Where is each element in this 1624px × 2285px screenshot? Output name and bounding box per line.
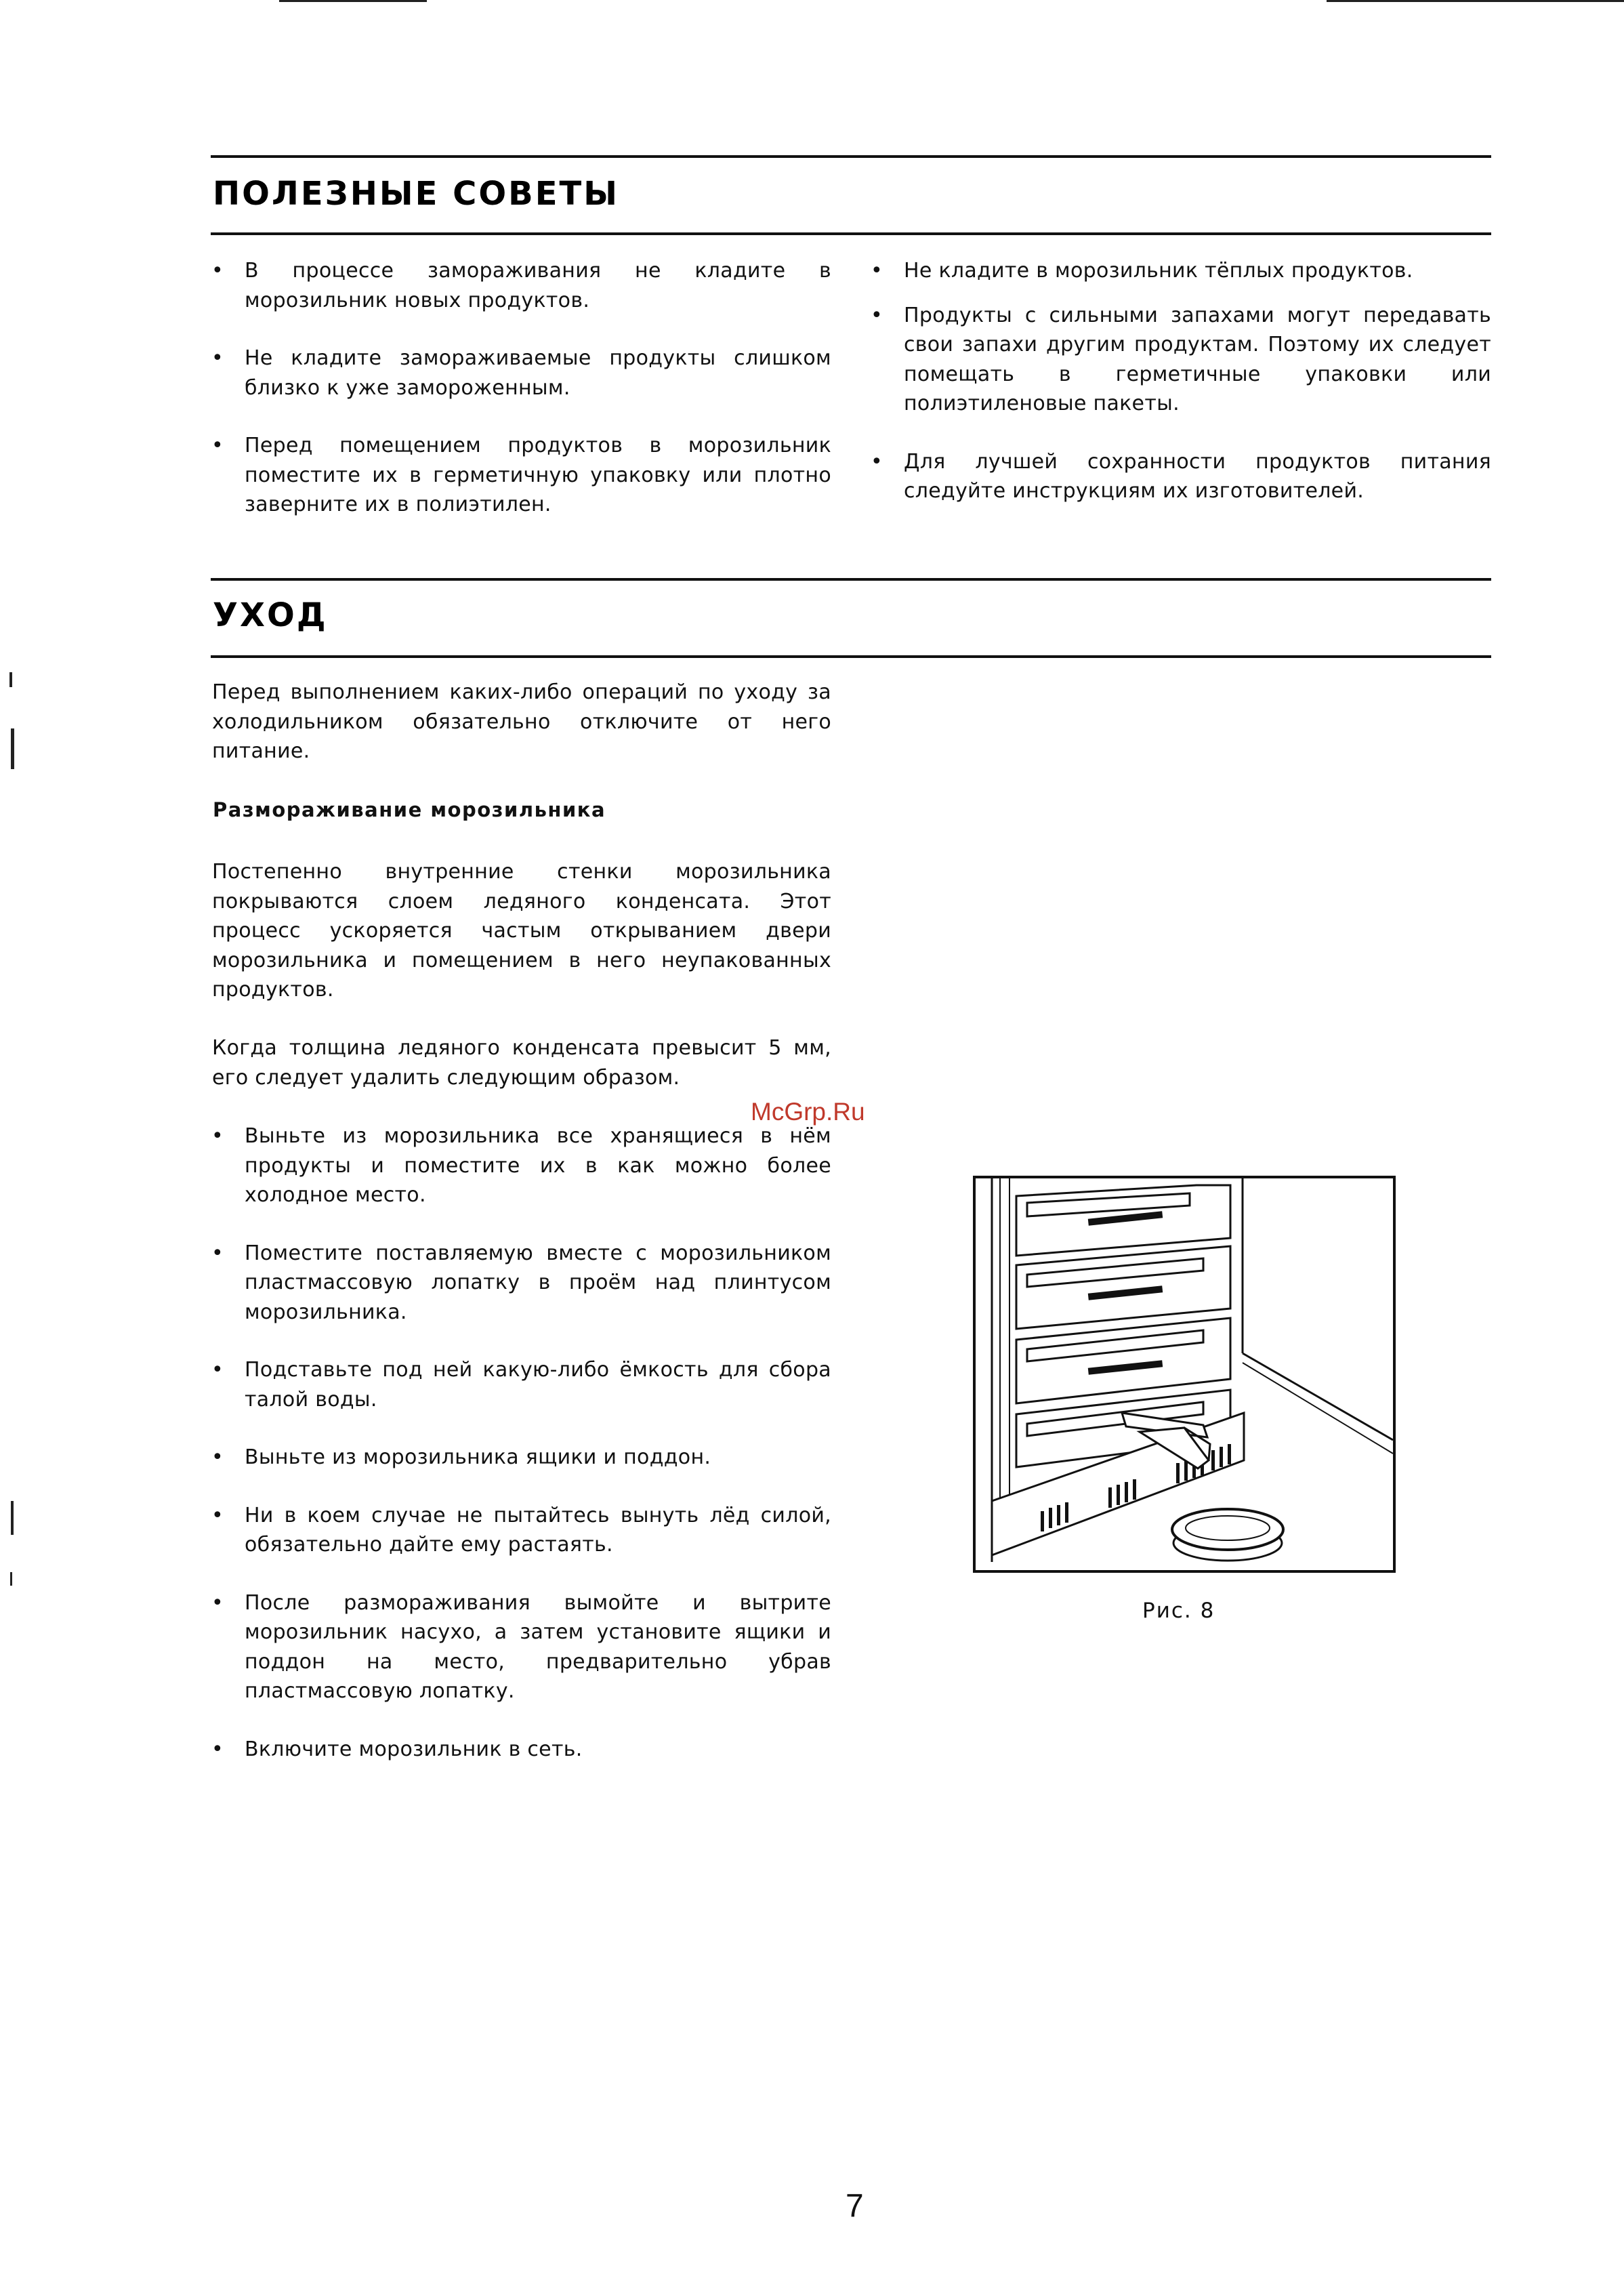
- bullet-icon: •: [211, 1124, 224, 1148]
- tips-left-list: [211, 256, 831, 520]
- freezer-illustration: [973, 1176, 1396, 1573]
- scan-edge-mark: [279, 0, 427, 2]
- list-item-text: Включите морозильник в сеть.: [245, 1737, 583, 1761]
- list-item-text: Поместите поставляемую вместе с морозильником пластмассовую лопатку в проём над плинтусом морозильника.: [245, 1241, 831, 1324]
- list-item: [871, 447, 1491, 506]
- tips-right-list: [871, 256, 1491, 506]
- bullet-icon: •: [211, 1737, 224, 1761]
- bullet-icon: •: [211, 1590, 224, 1615]
- list-item: [211, 1735, 831, 1765]
- scan-margin-mark: [10, 1572, 12, 1586]
- section-rule-bottom: [211, 655, 1491, 658]
- bullet-icon: •: [211, 434, 224, 457]
- list-item: [211, 1121, 831, 1210]
- bullet-icon: •: [211, 346, 224, 370]
- list-item-text: Выньте из морозильника все хранящиеся в нём продукты и поместите их в как можно более холодное место.: [245, 1124, 831, 1207]
- scan-edge-mark: [1327, 0, 1624, 2]
- care-intro: Перед выполнением каких-либо операций по уходу за холодильником обязательно отключите от него питание.: [212, 680, 831, 763]
- list-item: [211, 1239, 831, 1327]
- section-title-tips: ПОЛЕЗНЫЕ СОВЕТЫ: [213, 175, 620, 213]
- list-item-text: Продукты с сильными запахами могут передавать свои запахи другим продуктам. Поэтому их следует помещать в герметичные упаковки или полиэтиленовые пакеты.: [904, 303, 1491, 415]
- list-item: [211, 1443, 831, 1473]
- list-item: [211, 431, 831, 520]
- defrost-paragraph-2: Когда толщина ледяного конденсата превысит 5 мм, его следует удалить следующим образом.: [212, 1036, 831, 1090]
- figure-caption: Рис. 8: [1142, 1599, 1215, 1623]
- bullet-icon: •: [871, 259, 883, 283]
- bullet-icon: •: [211, 259, 224, 283]
- defrost-steps-list: [211, 1121, 831, 1764]
- section-title-care: УХОД: [213, 596, 328, 634]
- subheading-defrost: Размораживание морозильника: [213, 798, 606, 821]
- list-item-text: В процессе замораживания не кладите в морозильник новых продуктов.: [245, 259, 831, 312]
- watermark: McGrp.Ru: [751, 1098, 865, 1126]
- list-item-text: Подставьте под ней какую-либо ёмкость для сбора талой воды.: [245, 1358, 831, 1412]
- bullet-icon: •: [211, 1358, 224, 1382]
- list-item-text: Не кладите замораживаемые продукты слишком близко к уже замороженным.: [245, 346, 831, 400]
- figure-freezer-defrost: [973, 1176, 1396, 1573]
- list-item: [871, 301, 1491, 419]
- list-item-text: Ни в коем случае не пытайтесь вынуть лёд силой, обязательно дайте ему растаять.: [245, 1503, 831, 1557]
- bullet-icon: •: [211, 1445, 224, 1469]
- list-item-text: Выньте из морозильника ящики и поддон.: [245, 1445, 711, 1469]
- list-item: [211, 1501, 831, 1560]
- list-item-text: После размораживания вымойте и вытрите морозильник насухо, а затем установите ящики и поддон на место, предварительно убрав пластмассовую лопатку.: [245, 1590, 831, 1703]
- list-item: [211, 1588, 831, 1706]
- bullet-icon: •: [871, 303, 883, 327]
- list-item: [211, 1355, 831, 1414]
- scan-margin-mark: [11, 728, 14, 769]
- section-rule-top: [211, 578, 1491, 581]
- list-item: [871, 256, 1491, 286]
- defrost-paragraph-1: Постепенно внутренние стенки морозильника покрываются слоем ледяного конденсата. Этот процесс ускоряется частым открыванием двери морозильника и помещением в него неупакованных продуктов.: [212, 860, 831, 1002]
- list-item: [211, 344, 831, 403]
- list-item-text: Для лучшей сохранности продуктов питания следуйте инструкциям их изготовителей.: [904, 449, 1491, 503]
- page-number: 7: [846, 2188, 864, 2224]
- list-item-text: Не кладите в морозильник тёплых продуктов.: [904, 259, 1413, 283]
- scan-margin-mark: [11, 1501, 14, 1535]
- bullet-icon: •: [211, 1241, 224, 1265]
- bullet-icon: •: [871, 449, 883, 474]
- list-item-text: Перед помещением продуктов в морозильник поместите их в герметичную упаковку или плотно заверните их в полиэтилен.: [245, 434, 831, 516]
- list-item: [211, 256, 831, 315]
- section-rule-top: [211, 155, 1491, 158]
- scan-margin-mark: [9, 672, 12, 687]
- bullet-icon: •: [211, 1503, 224, 1527]
- section-rule-bottom: [211, 232, 1491, 235]
